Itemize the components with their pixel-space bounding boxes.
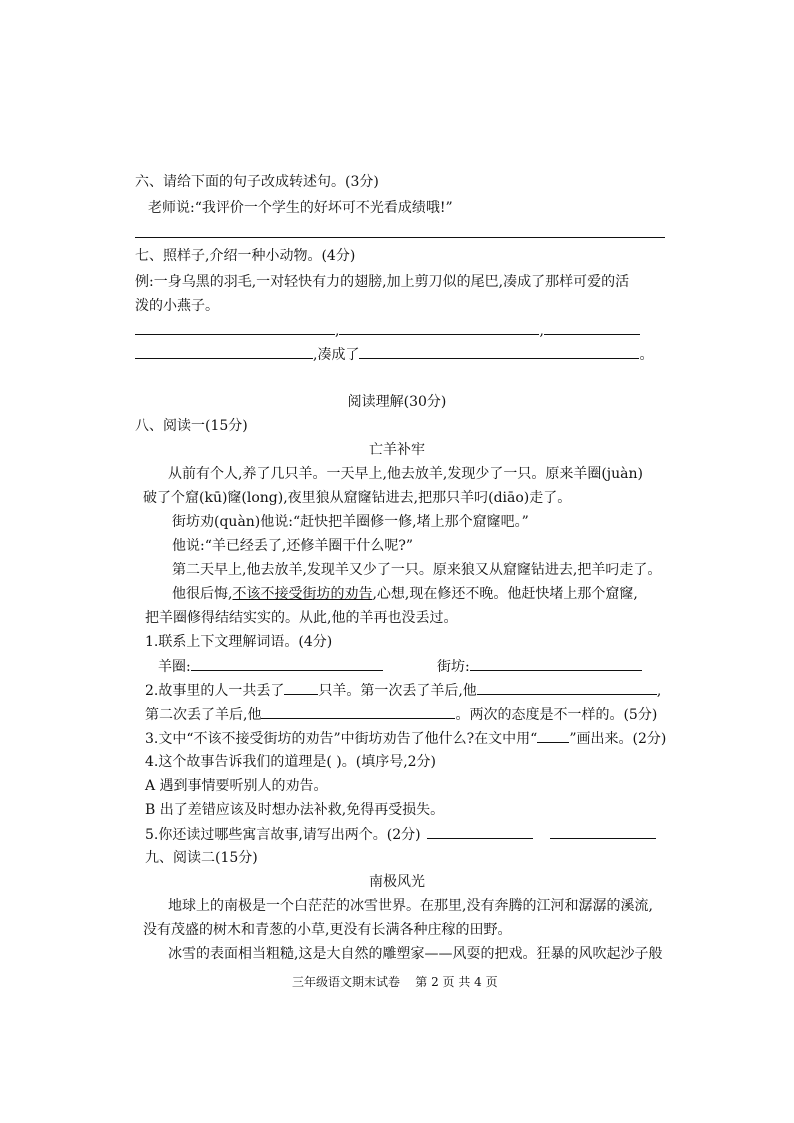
- q8-sub5: [145, 824, 656, 845]
- q9-p1-line2: 没有茂盛的树木和青葱的小草,更没有长满各种庄稼的田野。: [143, 922, 512, 938]
- q9-p2: 冰雪的表面相当粗糙,这是大自然的雕塑家——风耍的把戏。狂暴的风吹起沙子般: [168, 946, 663, 962]
- q7-fill-row1: [135, 320, 640, 341]
- q8-sub2-l1b: 只羊。第一次丢了羊后,他: [318, 683, 477, 699]
- q9-title: 九、阅读二(15分): [145, 850, 258, 866]
- q8-p5-post: ,心想,现在修还不晚。他赶快堵上那个窟窿,: [372, 586, 638, 602]
- q8-sub2-l2b: 。两次的态度是不一样的。(5分): [455, 707, 658, 723]
- q8-p3: 他说:“羊已经丢了,还修羊圈干什么呢?”: [172, 538, 413, 554]
- q7-period: 。: [639, 347, 654, 363]
- q8-sub1-a-blank[interactable]: [191, 656, 383, 671]
- q8-sub1-a-label: 羊圈:: [158, 659, 191, 675]
- q8-sub1-b-blank[interactable]: [470, 656, 642, 671]
- q7-blank-1[interactable]: [135, 320, 335, 335]
- page-footer: 三年级语文期末试卷 第 2 页 共 4 页: [292, 975, 498, 989]
- q7-title: 七、照样子,介绍一种小动物。(4分): [135, 248, 356, 264]
- q8-p1-line1: 从前有个人,养了几只羊。一天早上,他去放羊,发现少了一只。原来羊圈(juàn): [168, 466, 643, 482]
- q8-story-title: 亡羊补牢: [369, 442, 425, 458]
- q8-sub2-l2a: 第二次丢了羊后,他: [145, 707, 262, 723]
- q8-sub2-count-blank[interactable]: [284, 680, 318, 695]
- q8-sub3-blank[interactable]: [537, 728, 569, 743]
- q6-answer-line[interactable]: [135, 237, 665, 238]
- q8-sub4: 4.这个故事告诉我们的道理是( )。(填序号,2分): [145, 754, 437, 770]
- q8-p5-line1: [172, 584, 638, 604]
- q8-sub2-l1a: 2.故事里的人一共丢了: [145, 683, 285, 699]
- q7-fill-row2: [135, 344, 653, 365]
- q7-formed-text: ,凑成了: [313, 347, 360, 363]
- q8-p4: 第二天早上,他去放羊,发现羊又少了一只。原来狼又从窟窿钻进去,把羊叼走了。: [172, 562, 662, 578]
- q7-blank-5[interactable]: [359, 344, 639, 359]
- reading-section-title: 阅读理解(30分): [347, 394, 447, 410]
- q7-blank-3[interactable]: [544, 320, 640, 335]
- q8-sub2-line1: [145, 680, 661, 701]
- q8-sub4-option-a: A 遇到事情要听别人的劝告。: [145, 778, 328, 794]
- q8-sub2-l1c: ,: [656, 683, 662, 699]
- q8-p5-pre: 他很后悔,: [172, 586, 233, 602]
- q8-sub1-b-label: 街坊:: [437, 659, 470, 675]
- q7-example-line2: 泼的小燕子。: [135, 298, 219, 314]
- q8-sub5-text: 5.你还读过哪些寓言故事,请写出两个。(2分): [145, 827, 421, 843]
- q8-sub1-a: [158, 656, 383, 677]
- q7-example-line1: 例:一身乌黑的羽毛,一对轻快有力的翅膀,加上剪刀似的尾巴,凑成了那样可爱的活: [135, 274, 630, 290]
- q8-sub3: [145, 728, 666, 749]
- q6-title: 六、请给下面的句子改成转述句。(3分): [135, 174, 379, 190]
- q8-sub1: 1.联系上下文理解词语。(4分): [145, 634, 333, 650]
- q8-sub1-b: [437, 656, 642, 677]
- q8-sub4-option-b: B 出了差错应该及时想办法补救,免得再受损失。: [145, 802, 445, 818]
- q9-story-title: 南极风光: [369, 874, 425, 890]
- q8-sub3-a: 3.文中“不该不接受街坊的劝告”中街坊劝告了他什么?在文中用“: [145, 731, 538, 747]
- q8-sub2-line2: [145, 704, 657, 725]
- q8-p1-line2: 破了个窟(kū)窿(long),夜里狼从窟窿钻进去,把那只羊叼(diāo)走了。: [143, 490, 572, 506]
- q8-p2: 街坊劝(quàn)他说:“赶快把羊圈修一修,堵上那个窟窿吧。”: [172, 514, 529, 530]
- q8-p5-line2: 把羊圈修得结结实实的。从此,他的羊再也没丢过。: [145, 610, 458, 626]
- q8-sub5-blank-2[interactable]: [550, 824, 656, 839]
- q8-sub3-b: ”画出来。(2分): [569, 731, 667, 747]
- q7-comma-1: ,: [335, 323, 340, 339]
- q8-sub5-blank-1[interactable]: [427, 824, 533, 839]
- q7-blank-2[interactable]: [339, 320, 539, 335]
- q9-p1-line1: 地球上的南极是一个白茫茫的冰雪世界。在那里,没有奔腾的江河和潺潺的溪流,: [168, 898, 653, 914]
- q8-p5-underlined: 不该不接受街坊的劝告: [232, 586, 373, 602]
- q7-blank-4[interactable]: [135, 344, 313, 359]
- q8-sub2-first-blank[interactable]: [477, 680, 657, 695]
- q6-sentence: 老师说:“我评价一个学生的好坏可不光看成绩哦!”: [148, 200, 453, 216]
- q7-comma-2: ,: [539, 323, 544, 339]
- q8-sub2-second-blank[interactable]: [261, 704, 455, 719]
- q8-title: 八、阅读一(15分): [135, 418, 248, 434]
